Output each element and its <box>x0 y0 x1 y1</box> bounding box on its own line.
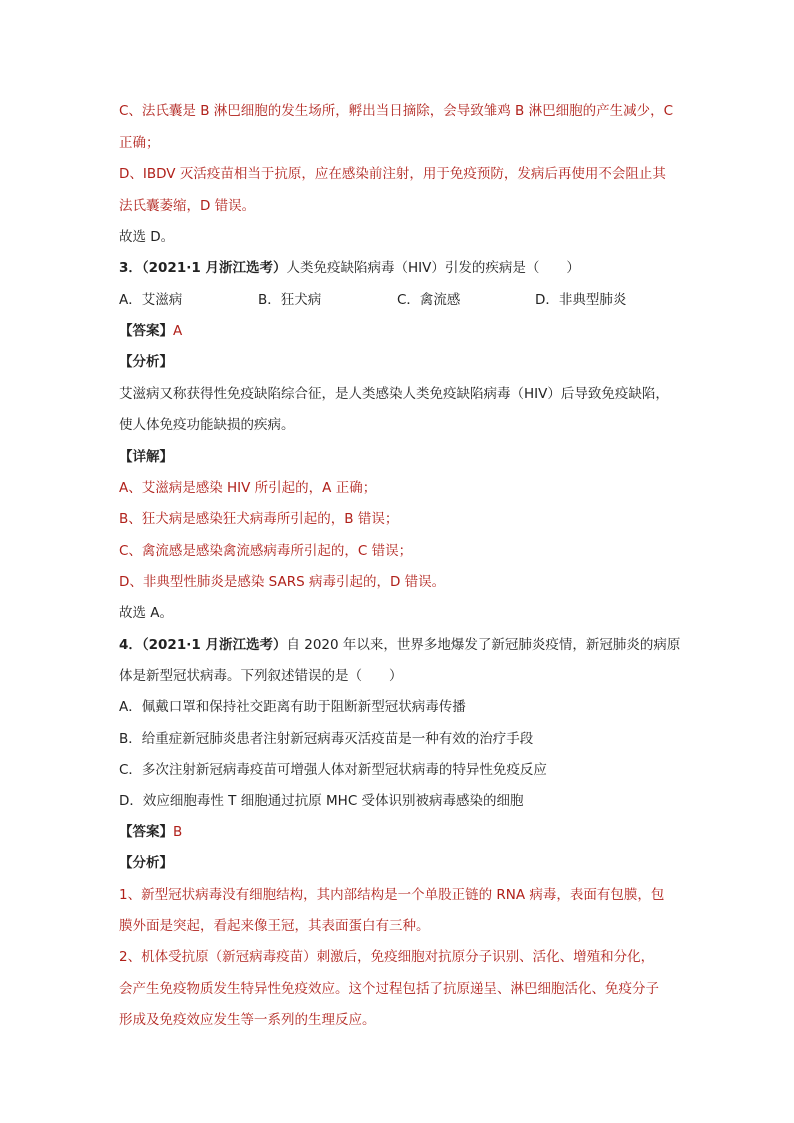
q3-detail-b: B、狂犬病是感染狂犬病毒所引起的，B 错误； <box>119 511 399 527</box>
q3-answer: A <box>173 323 183 339</box>
q3-detail-c: C、禽流感是感染禽流感病毒所引起的，C 错误； <box>119 543 413 559</box>
q3-stem: 人类免疫缺陷病毒（HIV）引发的疾病是（ ） <box>286 260 580 276</box>
q4-source: 4．（2021·1 月浙江选考） <box>119 637 287 653</box>
q4-point1-line1: 1、新型冠状病毒没有细胞结构，其内部结构是一个单股正链的 RNA 病毒，表面有包膜，包 <box>119 887 665 903</box>
q4-point2-line2: 会产生免疫物质发生特异性免疫效应。这个过程包括了抗原递呈、淋巴细胞活化、免疫分子 <box>119 981 659 997</box>
q4-point2-line1: 2、机体受抗原（新冠病毒疫苗）刺激后，免疫细胞对抗原分子识别、活化、增殖和分化， <box>119 949 655 965</box>
q4-answer: B <box>173 824 183 840</box>
q3-source: 3．（2021·1 月浙江选考） <box>119 260 287 276</box>
prev-option-c-line1: C、法氏囊是 B 淋巴细胞的发生场所，孵出当日摘除，会导致雏鸡 B 淋巴细胞的产生减少，C <box>119 103 674 119</box>
q3-analysis-line1: 艾滋病又称获得性免疫缺陷综合征，是人类感染人类免疫缺陷病毒（HIV）后导致免疫缺陷， <box>119 386 669 402</box>
q4-option-d: D．效应细胞毒性 T 细胞通过抗原 MHC 受体识别被病毒感染的细胞 <box>119 793 524 809</box>
q3-option-c: C．禽流感 <box>397 292 461 308</box>
q3-analysis-line2: 使人体免疫功能缺损的疾病。 <box>119 417 295 433</box>
q4-stem-part1: 自 2020 年以来，世界多地爆发了新冠肺炎疫情，新冠肺炎的病原 <box>286 637 681 653</box>
q4-option-b: B．给重症新冠肺炎患者注射新冠病毒灭活疫苗是一种有效的治疗手段 <box>119 731 534 747</box>
q3-option-a: A．艾滋病 <box>119 292 183 308</box>
q4-stem-line2: 体是新型冠状病毒。下列叙述错误的是（ ） <box>119 668 403 684</box>
q3-stem-line <box>119 258 580 278</box>
q3-detail-a: A、艾滋病是感染 HIV 所引起的，A 正确； <box>119 480 377 496</box>
prev-conclusion: 故选 D。 <box>119 229 175 245</box>
q4-option-a: A．佩戴口罩和保持社交距离有助于阻断新型冠状病毒传播 <box>119 699 466 715</box>
prev-option-c-line2: 正确； <box>119 135 160 151</box>
q3-detail-d: D、非典型性肺炎是感染 SARS 病毒引起的，D 错误。 <box>119 574 446 590</box>
q3-detail-label: 【详解】 <box>119 449 173 465</box>
q3-answer-label: 【答案】 <box>119 323 173 339</box>
q4-answer-label: 【答案】 <box>119 824 173 840</box>
q3-option-b: B．狂犬病 <box>258 292 322 308</box>
q4-stem-line1 <box>119 635 680 655</box>
q4-point1-line2: 膜外面是突起，看起来像王冠，其表面蛋白有三种。 <box>119 918 430 934</box>
prev-option-d-line2: 法氏囊萎缩，D 错误。 <box>119 198 256 214</box>
q4-answer-line <box>119 822 182 842</box>
q4-option-c: C．多次注射新冠病毒疫苗可增强人体对新型冠状病毒的特异性免疫反应 <box>119 762 547 778</box>
q3-answer-line <box>119 321 182 341</box>
q4-analysis-label: 【分析】 <box>119 855 173 871</box>
q4-point2-line3: 形成及免疫效应发生等一系列的生理反应。 <box>119 1012 376 1028</box>
q3-analysis-label: 【分析】 <box>119 354 173 370</box>
q3-conclusion: 故选 A。 <box>119 605 174 621</box>
q3-option-d: D．非典型肺炎 <box>535 292 627 308</box>
prev-option-d-line1: D、IBDV 灭活疫苗相当于抗原，应在感染前注射，用于免疫预防，发病后再使用不会阻止其 <box>119 166 666 182</box>
